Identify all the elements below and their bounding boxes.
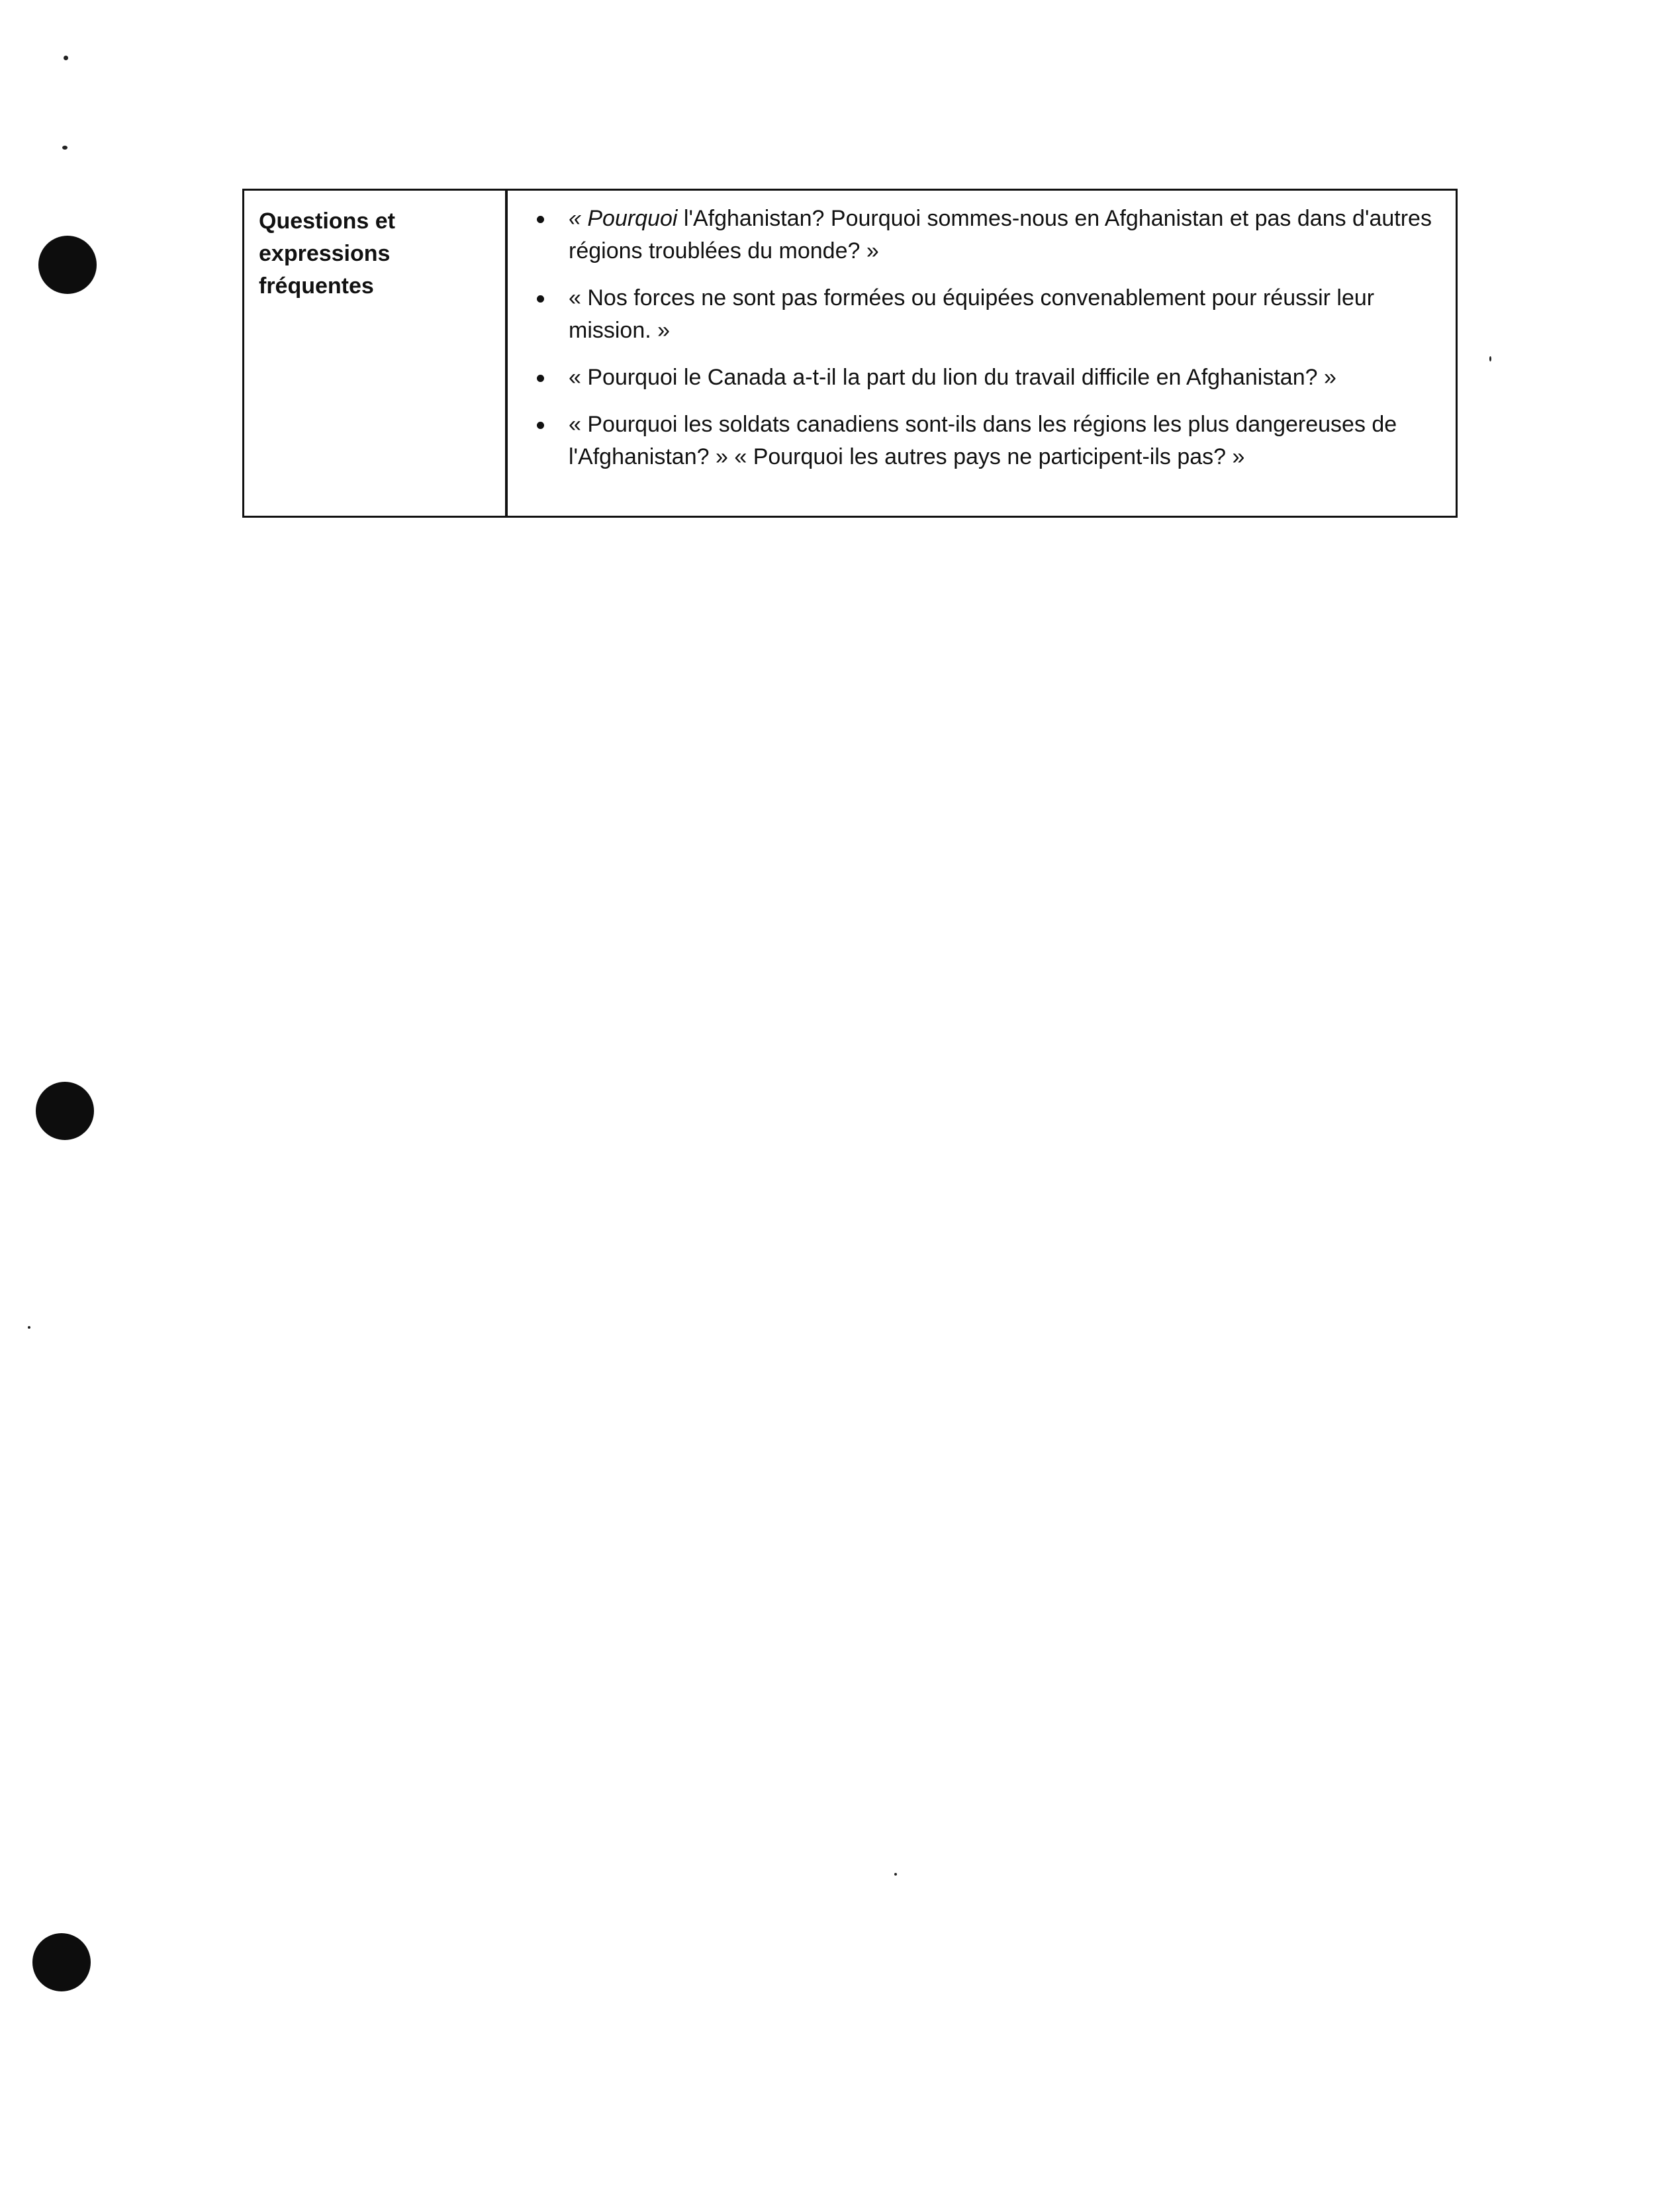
scan-speck (894, 1873, 897, 1876)
list-item (533, 361, 1436, 394)
bullet-icon (537, 422, 544, 429)
item-text: l'Afghanistan? Pourquoi sommes-nous en Afghanistan et pas dans d'autres régions troublées du monde? » (569, 206, 1432, 263)
scan-speck (62, 146, 68, 150)
scan-speck (64, 56, 68, 60)
item-text: « Nos forces ne sont pas formées ou équipées convenablement pour réussir leur mission. » (569, 285, 1375, 343)
item-text: « Pourquoi le Canada a-t-il la part du lion du travail difficile en Afghanistan? » (569, 365, 1336, 390)
scan-speck (28, 1326, 30, 1329)
list-item (533, 282, 1436, 347)
list-item (533, 408, 1436, 473)
bullet-icon (537, 295, 544, 303)
punch-hole-middle (36, 1082, 94, 1140)
list-item (533, 203, 1436, 267)
faq-table (242, 189, 1458, 518)
item-text: « Pourquoi les soldats canadiens sont-ils dans les régions les plus dangereuses de l'Afghanistan? » « Pourquoi les autres pays ne participent-ils pas? » (569, 412, 1397, 469)
italic-lead: « Pourquoi (569, 206, 678, 231)
scan-speck (1489, 356, 1491, 361)
question-list (533, 203, 1436, 473)
table-label: Questions et expressions fréquentes (259, 209, 395, 299)
punch-hole-top (38, 236, 97, 294)
table-label-cell (244, 191, 508, 516)
bullet-icon (537, 216, 544, 223)
bullet-icon (537, 375, 544, 382)
punch-hole-bottom (32, 1933, 91, 1991)
table-content-cell (508, 191, 1456, 516)
